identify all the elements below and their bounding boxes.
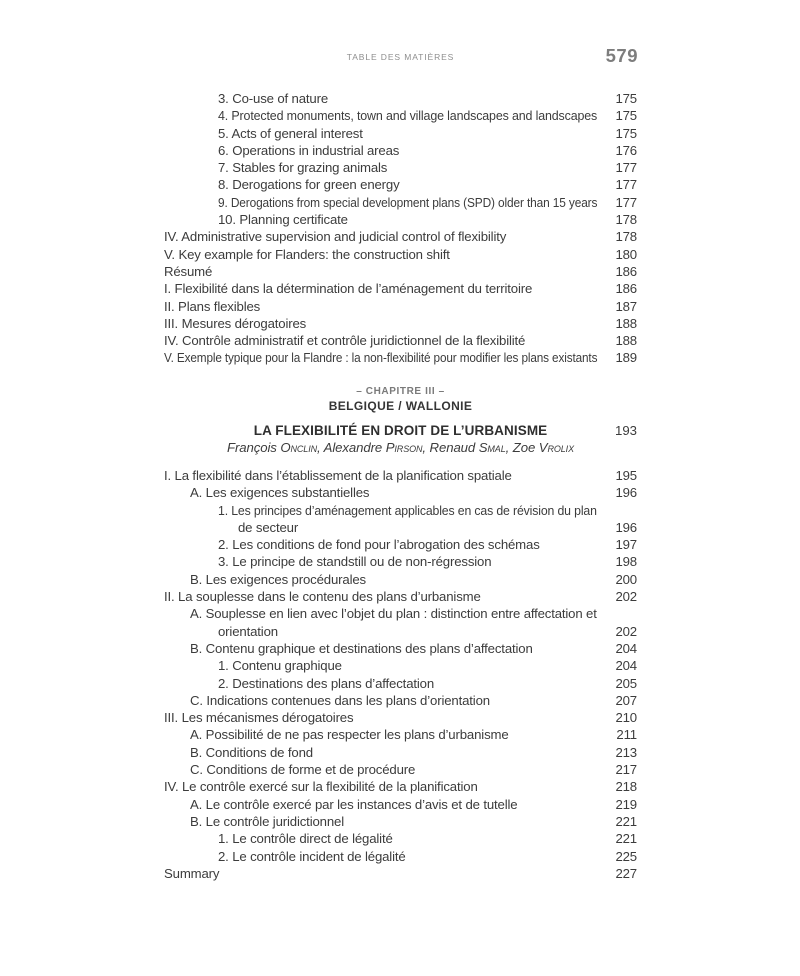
chapter-heading xyxy=(164,385,637,456)
toc-entry-label: 3. Co-use of nature xyxy=(218,91,329,106)
toc-entry-page: 186 xyxy=(615,263,637,279)
toc-entry-page: 202 xyxy=(615,589,637,605)
toc-row xyxy=(164,107,637,124)
running-title: TABLE DES MATIÈRES xyxy=(346,52,455,62)
toc-section-1 xyxy=(164,90,637,367)
toc-section-2 xyxy=(164,467,637,882)
toc-entry-page: 187 xyxy=(615,298,637,314)
toc-entry-page: 175 xyxy=(615,108,637,124)
chapter-title-row xyxy=(164,422,637,439)
toc-entry-page: 186 xyxy=(615,281,637,297)
toc-row xyxy=(164,194,637,211)
toc-entry-label: III. Les mécanismes dérogatoires xyxy=(164,710,354,726)
toc-entry-page: 217 xyxy=(615,762,637,778)
toc-entry-label: B. Conditions de fond xyxy=(190,744,313,760)
toc-row xyxy=(164,298,637,315)
author-given-name: Renaud xyxy=(429,440,479,455)
toc-entry-label: de secteur xyxy=(238,519,299,535)
toc-entry-page: 207 xyxy=(615,692,637,708)
toc-entry-label: II. La souplesse dans le contenu des plans d’urbanisme xyxy=(164,589,481,605)
toc-entry-page: 175 xyxy=(615,91,637,106)
toc-entry-label: IV. Administrative supervision and judicial control of flexibility xyxy=(164,229,507,245)
toc-row xyxy=(164,830,637,847)
toc-row xyxy=(164,90,637,107)
toc-entry-page: 198 xyxy=(615,554,637,570)
chapter-title: LA FLEXIBILITÉ EN DROIT DE L’URBANISME xyxy=(253,423,548,438)
toc-entry-label: B. Les exigences procédurales xyxy=(190,571,366,587)
toc-entry-page: 219 xyxy=(615,796,637,812)
toc-entry-page: 202 xyxy=(615,623,637,639)
toc-row xyxy=(164,142,637,159)
toc-entry-label: A. Le contrôle exercé par les instances d’avis et de tutelle xyxy=(190,796,518,812)
toc-entry-page: 195 xyxy=(615,468,637,483)
toc-row xyxy=(164,778,637,795)
toc-entry-page: 221 xyxy=(615,831,637,847)
toc-entry-label: V. Key example for Flanders: the construction shift xyxy=(164,246,450,262)
toc-row xyxy=(164,796,637,813)
toc-row xyxy=(164,125,637,142)
toc-row xyxy=(164,744,637,761)
toc-row xyxy=(164,726,637,743)
toc-entry-label: 1. Contenu graphique xyxy=(218,658,342,674)
toc-entry-label: 4. Protected monuments, town and village landscapes and landscapes xyxy=(218,108,598,124)
folio-page-number: 579 xyxy=(605,45,638,66)
toc-row xyxy=(164,467,637,484)
toc-entry-label: 9. Derogations from special development plans (SPD) older than 15 years xyxy=(218,194,598,210)
toc-entry-page: 175 xyxy=(615,125,637,141)
toc-row xyxy=(164,848,637,865)
toc-entry-page: 178 xyxy=(615,229,637,245)
toc-entry-label: C. Indications contenues dans les plans d’orientation xyxy=(190,692,490,708)
toc-row xyxy=(164,502,637,519)
toc-entry-page: 188 xyxy=(615,333,637,349)
toc-entry-label: 2. Le contrôle incident de légalité xyxy=(218,848,406,864)
toc-entry-page: 180 xyxy=(615,246,637,262)
toc-row xyxy=(164,623,637,640)
toc-row xyxy=(164,484,637,501)
toc-entry-label: 1. Le contrôle direct de légalité xyxy=(218,831,393,847)
toc-entry-label: 1. Les principes d’aménagement applicables en cas de révision du plan xyxy=(218,502,597,518)
toc-row xyxy=(164,211,637,228)
toc-entry-label: C. Conditions de forme et de procédure xyxy=(190,762,416,778)
toc-entry-label: A. Possibilité de ne pas respecter les plans d’urbanisme xyxy=(190,727,509,743)
chapter-kicker: – CHAPITRE III – xyxy=(356,386,445,397)
chapter-authors xyxy=(164,440,637,456)
toc-entry-page: 218 xyxy=(615,779,637,795)
toc-entry-page: 210 xyxy=(615,710,637,726)
author-family-name: Pirson xyxy=(385,440,423,455)
toc-entry-page: 189 xyxy=(615,350,637,366)
toc-row xyxy=(164,657,637,674)
toc-row xyxy=(164,280,637,297)
toc-row xyxy=(164,865,637,882)
toc-entry-label: Résumé xyxy=(164,263,213,279)
toc-row xyxy=(164,571,637,588)
toc-row xyxy=(164,640,637,657)
toc-entry-label: I. La flexibilité dans l’établissement de la planification spatiale xyxy=(164,468,512,483)
toc-entry-page: 204 xyxy=(615,658,637,674)
author-family-name: Smal xyxy=(478,440,506,455)
toc-entry-label: IV. Contrôle administratif et contrôle juridictionnel de la flexibilité xyxy=(164,333,526,349)
toc-entry-page: 221 xyxy=(615,813,637,829)
toc-entry-page: 177 xyxy=(615,160,637,176)
toc-entry-page: 177 xyxy=(615,177,637,193)
toc-row xyxy=(164,553,637,570)
toc-row xyxy=(164,536,637,553)
author-separator: , xyxy=(422,440,430,455)
toc-row xyxy=(164,675,637,692)
toc-entry-page: 196 xyxy=(615,485,637,501)
toc-entry-label: Summary xyxy=(164,865,220,881)
toc-entry-page: 225 xyxy=(615,848,637,864)
toc-entry-label: V. Exemple typique pour la Flandre : la non-flexibilité pour modifier les plans existants xyxy=(164,350,598,366)
toc-entry-page: 188 xyxy=(615,315,637,331)
toc-entry-label: 3. Le principe de standstill ou de non-régression xyxy=(218,554,492,570)
chapter-title-page: 193 xyxy=(614,423,637,438)
toc-entry-label: 5. Acts of general interest xyxy=(218,125,363,141)
toc-row xyxy=(164,692,637,709)
author-separator: , xyxy=(317,440,324,455)
toc-entry-label: 2. Les conditions de fond pour l’abrogation des schémas xyxy=(218,537,540,553)
toc-row xyxy=(164,519,637,536)
toc-row xyxy=(164,263,637,280)
toc-entry-label: II. Plans flexibles xyxy=(164,298,261,314)
author-given-name: François xyxy=(227,440,281,455)
toc-entry-label: B. Le contrôle juridictionnel xyxy=(190,813,344,829)
toc-entry-label: A. Les exigences substantielles xyxy=(190,485,370,501)
toc-entry-page: 197 xyxy=(615,537,637,553)
toc-entry-label: III. Mesures dérogatoires xyxy=(164,315,307,331)
page-header xyxy=(164,40,637,64)
toc-entry-page: 211 xyxy=(616,727,637,743)
toc-entry-label: A. Souplesse en lien avec l’objet du plan : distinction entre affectation et xyxy=(190,606,597,622)
toc-entry-label: orientation xyxy=(218,623,278,639)
toc-row xyxy=(164,315,637,332)
toc-entry-page: 227 xyxy=(615,865,637,881)
toc-entry-label: 7. Stables for grazing animals xyxy=(218,160,388,176)
toc-entry-page: 177 xyxy=(615,194,637,210)
toc-entry-label: B. Contenu graphique et destinations des plans d’affectation xyxy=(190,640,533,656)
author-name xyxy=(227,440,324,455)
toc-entry-label: 6. Operations in industrial areas xyxy=(218,142,400,158)
toc-entry-page: 178 xyxy=(615,212,637,228)
author-name xyxy=(430,440,513,455)
toc-row xyxy=(164,246,637,263)
toc-row xyxy=(164,709,637,726)
toc-entry-page: 176 xyxy=(615,142,637,158)
toc-row xyxy=(164,176,637,193)
author-family-name: Vrolix xyxy=(538,440,574,455)
toc-entry-label: IV. Le contrôle exercé sur la flexibilité de la planification xyxy=(164,779,478,795)
toc-row xyxy=(164,813,637,830)
toc-row xyxy=(164,349,637,366)
author-given-name: Alexandre xyxy=(323,440,386,455)
chapter-region: BELGIQUE / WALLONIE xyxy=(328,399,473,413)
author-name xyxy=(324,440,430,455)
toc-entry-label: 10. Planning certificate xyxy=(218,212,348,228)
toc-entry-page: 205 xyxy=(615,675,637,691)
toc-entry-page: 200 xyxy=(615,571,637,587)
toc-row xyxy=(164,761,637,778)
toc-entry-page: 213 xyxy=(615,744,637,760)
author-name xyxy=(513,440,574,455)
author-separator: , xyxy=(505,440,513,455)
toc-row xyxy=(164,228,637,245)
toc-row xyxy=(164,159,637,176)
toc-entry-label: 2. Destinations des plans d’affectation xyxy=(218,675,435,691)
toc-row xyxy=(164,332,637,349)
toc-entry-page: 196 xyxy=(615,519,637,535)
author-family-name: Onclin xyxy=(280,440,318,455)
toc-row xyxy=(164,588,637,605)
toc-entry-page: 204 xyxy=(615,640,637,656)
toc-entry-label: 8. Derogations for green energy xyxy=(218,177,400,193)
author-given-name: Zoe xyxy=(512,440,539,455)
toc-row xyxy=(164,605,637,622)
toc-entry-label: I. Flexibilité dans la détermination de l’aménagement du territoire xyxy=(164,281,533,297)
